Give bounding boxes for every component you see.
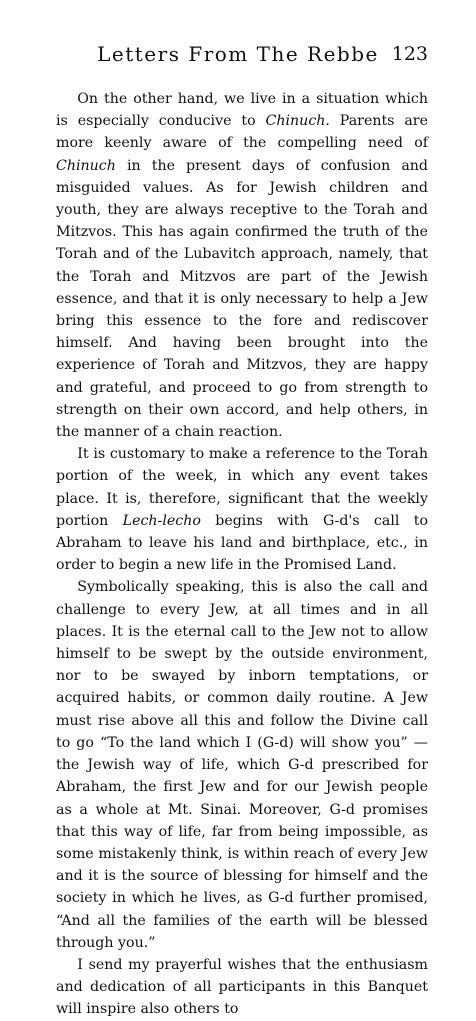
page-number: 123 bbox=[391, 43, 428, 65]
text-segment: On the other hand, we live in a situation which is especially conducive to bbox=[56, 91, 428, 130]
paragraph bbox=[56, 443, 428, 576]
italic-term: Chinuch bbox=[56, 157, 116, 174]
text-segment: Symbolically speaking, this is also the call and challenge to every Jew, at all times and in all places. It is the eternal call to the Jew not to allow himself to be swept by the outside environment, nor to be swayed by inborn temptations, or acquired habits, or common daily routine. A Jew must rise above all this and follow the Divine call to go “To the land which I (G-d) will show you” — the Jewish way of life, which G-d prescribed for Abraham, the first Jew and for our Jewish people as a whole at Mt. Sinai. Moreover, G-d promises that this way of life, far from being impossible, as some mistakenly think, is within reach of every Jew and it is the source of blessing for himself and the society in which he lives, as G-d further promised, “And all the families of the earth will be blessed through you.” bbox=[56, 579, 428, 951]
text-segment: begins with G-d's call to Abraham to leave his land and birthplace, etc., in order to begin a new life in the Promised Land. bbox=[56, 512, 428, 574]
text-segment: It is customary to make a reference to the Torah portion of the week, in which any event takes place. It is, therefore, significant that the weekly portion bbox=[56, 446, 428, 529]
italic-term: Chinuch bbox=[265, 113, 326, 130]
body-text bbox=[56, 88, 428, 1021]
paragraph bbox=[56, 954, 428, 1021]
italic-term: Lech-lecho bbox=[122, 512, 201, 529]
paragraph bbox=[56, 88, 428, 443]
running-title: Letters From The Rebbe bbox=[97, 42, 379, 66]
text-segment: I send my prayerful wishes that the enthusiasm and dedication of all participants in this Banquet will inspire also others to bbox=[56, 956, 428, 1018]
text-segment: in the present days of confusion and misguided values. As for Jewish children and youth, they are always receptive to the Torah and Mitzvos. This has again confirmed the truth of the Torah and of the Lubavitch approach, namely, that the Torah and Mitzvos are part of the Jewish essence, and that it is only necessary to help a Jew bring this essence to the fore and rediscover himself. And having been brought into the experience of Torah and Mitzvos, they are happy and grateful, and proceed to go from strength to strength on their own accord, and help others, in the manner of a chain reaction. bbox=[56, 157, 428, 441]
paragraph bbox=[56, 576, 428, 953]
running-head bbox=[0, 40, 476, 72]
text-segment: . Parents are more keenly aware of the compelling need of bbox=[56, 113, 428, 152]
